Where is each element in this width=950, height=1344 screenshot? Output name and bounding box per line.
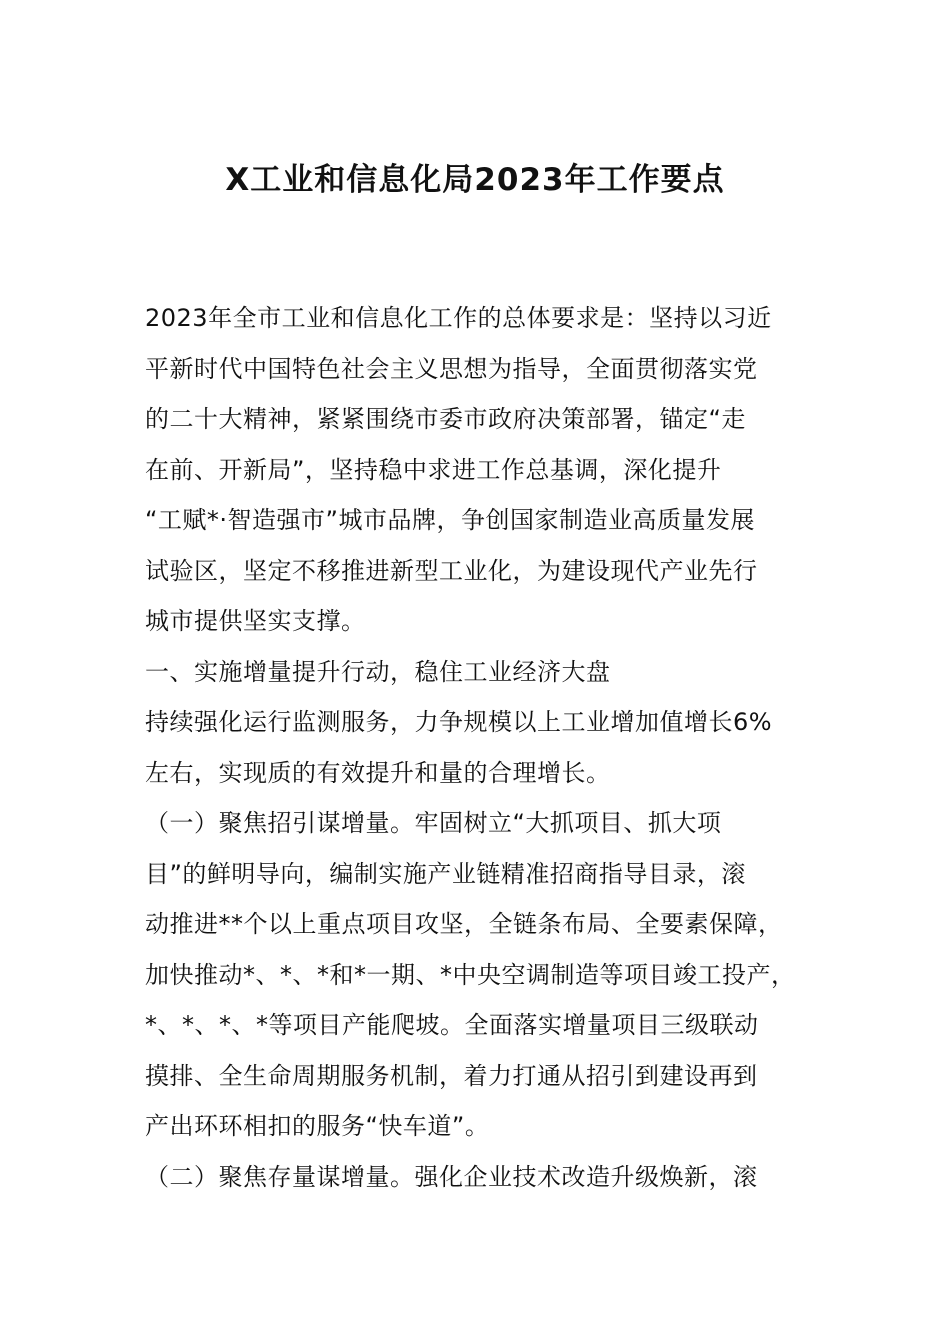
text-line: 持续强化运行监测服务，力争规模以上工业增加值增长6% <box>145 708 773 736</box>
document-body <box>145 293 815 1202</box>
text-line: 产出环环相扣的服务“快车道”。 <box>145 1112 490 1140</box>
paragraph-item-2 <box>145 1152 815 1203</box>
text-line: 城市提供坚实支撑。 <box>145 607 366 635</box>
text-line: 加快推动*、*、*和*一期、*中央空调制造等项目竣工投产， <box>145 960 796 989</box>
paragraph-general-requirements <box>145 293 815 647</box>
text-line: 目”的鲜明导向，编制实施产业链精准招商指导目录，滚 <box>145 859 746 888</box>
text-line: “工赋*·智造强市”城市品牌，争创国家制造业高质量发展 <box>145 506 755 534</box>
text-line: 平新时代中国特色社会主义思想为指导，全面贯彻落实党 <box>145 354 758 383</box>
paragraph-section-1-intro <box>145 697 815 798</box>
text-line: 摸排、全生命周期服务机制，着力打通从招引到建设再到 <box>145 1061 758 1090</box>
text-line: 2023年全市工业和信息化工作的总体要求是：坚持以习近 <box>145 304 772 332</box>
text-line: （二）聚焦存量谋增量。强化企业技术改造升级焕新，滚 <box>145 1162 758 1191</box>
text-line: （一）聚焦招引谋增量。牢固树立“大抓项目、抓大项 <box>145 809 722 837</box>
text-line: 动推进**个以上重点项目攻坚，全链条布局、全要素保障， <box>145 910 783 938</box>
text-line: 一、实施增量提升行动，稳住工业经济大盘 <box>145 657 611 686</box>
text-line: 的二十大精神，紧紧围绕市委市政府决策部署，锚定“走 <box>145 405 746 433</box>
section-heading-1 <box>145 647 815 698</box>
paragraph-item-1 <box>145 798 815 1152</box>
text-line: 在前、开新局”，坚持稳中求进工作总基调，深化提升 <box>145 455 722 484</box>
text-line: 左右，实现质的有效提升和量的合理增长。 <box>145 758 611 787</box>
text-line: *、*、*、*等项目产能爬坡。全面落实增量项目三级联动 <box>145 1011 759 1039</box>
text-line: 试验区，坚定不移推进新型工业化，为建设现代产业先行 <box>145 556 758 585</box>
document-title: X工业和信息化局2023年工作要点 <box>225 162 725 198</box>
